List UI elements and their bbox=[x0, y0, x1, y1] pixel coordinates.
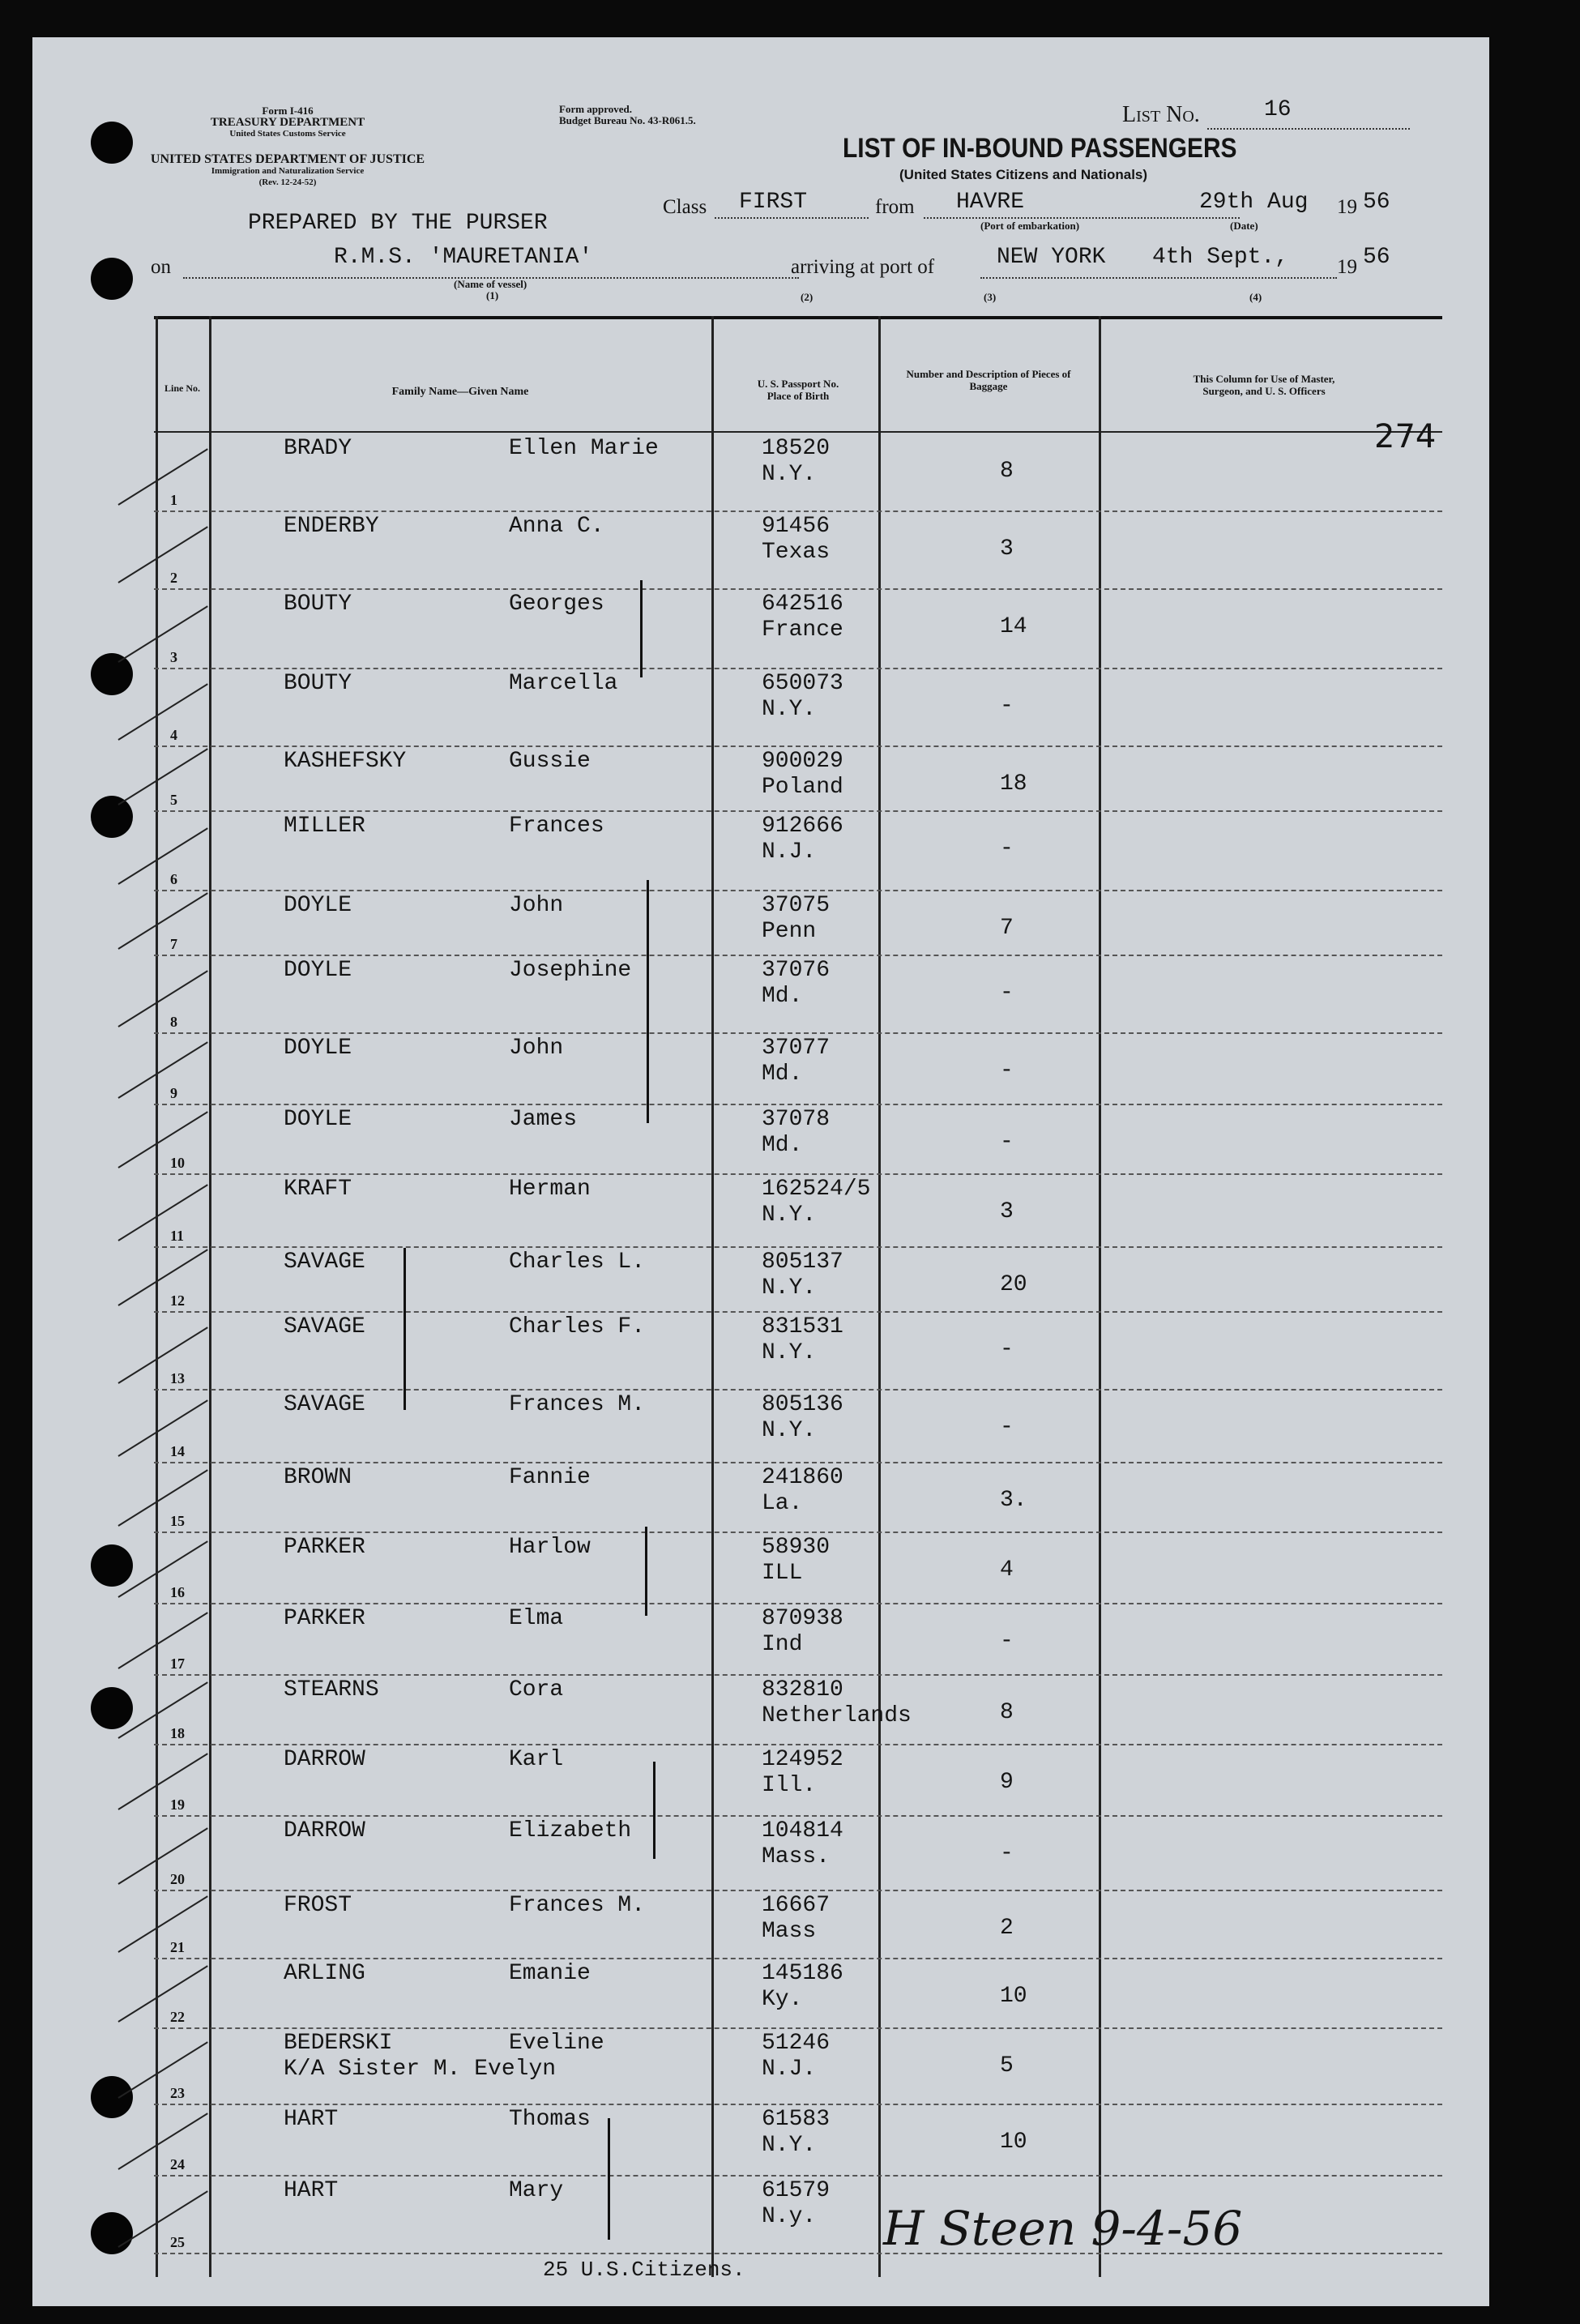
passport-number: 650073 bbox=[762, 671, 843, 696]
place-of-birth: N.y. bbox=[762, 2204, 817, 2229]
check-mark bbox=[117, 526, 207, 583]
page-number-annotation: 274 bbox=[1374, 418, 1437, 455]
handwritten-bracket bbox=[404, 1248, 406, 1410]
alias-name: K/A Sister M. Evelyn bbox=[284, 2057, 557, 2082]
justice-header bbox=[146, 154, 429, 188]
place-of-birth: Mass. bbox=[762, 1844, 831, 1869]
table-row bbox=[154, 2029, 1442, 2105]
passport-number: 162524/5 bbox=[762, 1177, 871, 1202]
col1-label: (1) bbox=[486, 289, 499, 301]
list-no-label: List No. bbox=[1122, 102, 1200, 127]
table-row bbox=[154, 747, 1442, 812]
header-line-no: Line No. bbox=[164, 382, 200, 394]
passport-number: 870938 bbox=[762, 1606, 843, 1631]
passport-number: 58930 bbox=[762, 1535, 831, 1560]
handwritten-bracket bbox=[647, 880, 649, 1123]
line-number: 15 bbox=[170, 1513, 185, 1529]
table-row bbox=[154, 2177, 1442, 2254]
place-of-birth: Texas bbox=[762, 540, 831, 565]
header-officers: This Column for Use of Master, Surgeon, and U. S. Officers bbox=[1193, 373, 1335, 397]
given-name: Georges bbox=[509, 592, 604, 617]
punch-hole bbox=[91, 122, 133, 164]
baggage-count: 5 bbox=[1000, 2053, 1014, 2078]
line-number: 25 bbox=[170, 2234, 185, 2250]
passport-number: 145186 bbox=[762, 1961, 843, 1986]
table-row bbox=[154, 1891, 1442, 1959]
baggage-count: - bbox=[1000, 836, 1014, 861]
inspector-signature: H Steen 9-4-56 bbox=[883, 2201, 1243, 2256]
header-bottom-border bbox=[154, 431, 1442, 433]
given-name: James bbox=[509, 1107, 578, 1132]
line-number: 6 bbox=[170, 871, 177, 887]
place-of-birth: Md. bbox=[762, 1062, 803, 1087]
check-mark bbox=[117, 683, 207, 741]
table-row bbox=[154, 1959, 1442, 2029]
punch-hole bbox=[91, 1687, 133, 1729]
handwritten-bracket bbox=[653, 1762, 655, 1859]
treasury-label: TREASURY DEPARTMENT bbox=[210, 116, 365, 129]
prepared-by: PREPARED BY THE PURSER bbox=[248, 211, 548, 236]
place-of-birth: La. bbox=[762, 1491, 803, 1516]
place-of-birth: N.Y. bbox=[762, 1418, 817, 1443]
baggage-count: 2 bbox=[1000, 1916, 1014, 1941]
family-name: HART bbox=[284, 2107, 339, 2132]
table-row bbox=[154, 1175, 1442, 1248]
check-mark bbox=[117, 1965, 207, 2023]
line-number: 19 bbox=[170, 1796, 185, 1813]
given-name: Herman bbox=[509, 1177, 591, 1202]
baggage-count: - bbox=[1000, 1337, 1014, 1362]
place-of-birth: N.Y. bbox=[762, 1275, 817, 1301]
passport-number: 37076 bbox=[762, 958, 831, 983]
line-number: 12 bbox=[170, 1292, 185, 1309]
passport-number: 241860 bbox=[762, 1465, 843, 1490]
family-name: FROST bbox=[284, 1893, 352, 1918]
given-name: Mary bbox=[509, 2178, 564, 2203]
baggage-count: 3. bbox=[1000, 1488, 1027, 1513]
place-of-birth: Md. bbox=[762, 984, 803, 1009]
line-number: 24 bbox=[170, 2156, 185, 2172]
place-of-birth: ILL bbox=[762, 1561, 803, 1586]
check-mark bbox=[117, 827, 207, 885]
line-number: 5 bbox=[170, 792, 177, 808]
given-name: Frances M. bbox=[509, 1392, 646, 1417]
given-name: Gussie bbox=[509, 749, 591, 774]
check-mark bbox=[117, 1469, 207, 1527]
arrival-port: NEW YORK bbox=[997, 245, 1106, 270]
table-row bbox=[154, 1391, 1442, 1463]
port-embark-label: (Port of embarkation) bbox=[980, 220, 1080, 232]
given-name: Elma bbox=[509, 1606, 564, 1631]
given-name: John bbox=[509, 893, 564, 918]
passenger-manifest-page bbox=[32, 37, 1489, 2306]
given-name: Charles F. bbox=[509, 1314, 646, 1339]
baggage-count: - bbox=[1000, 1841, 1014, 1866]
check-mark bbox=[117, 1827, 207, 1885]
family-name: DOYLE bbox=[284, 1036, 352, 1061]
family-name: DOYLE bbox=[284, 893, 352, 918]
family-name: DOYLE bbox=[284, 958, 352, 983]
table-row bbox=[154, 434, 1442, 512]
agency-header bbox=[146, 105, 429, 139]
check-mark bbox=[117, 2041, 207, 2099]
baggage-count: - bbox=[1000, 1058, 1014, 1083]
check-mark bbox=[117, 748, 207, 805]
given-name: Marcella bbox=[509, 671, 618, 696]
check-mark bbox=[117, 1249, 207, 1306]
table-row bbox=[154, 1248, 1442, 1313]
line-number: 8 bbox=[170, 1014, 177, 1030]
given-name: Josephine bbox=[509, 958, 632, 983]
line-number: 4 bbox=[170, 727, 177, 743]
header-family-name: Family Name—Given Name bbox=[391, 386, 529, 398]
line-number: 20 bbox=[170, 1871, 185, 1887]
given-name: Ellen Marie bbox=[509, 436, 659, 461]
from-value: HAVRE bbox=[956, 190, 1025, 215]
class-underline bbox=[715, 217, 869, 219]
given-name: Harlow bbox=[509, 1535, 591, 1560]
customs-label: United States Customs Service bbox=[229, 129, 346, 139]
line-number: 21 bbox=[170, 1939, 185, 1955]
citizens-count: 25 U.S.Citizens. bbox=[543, 2258, 745, 2282]
class-value: FIRST bbox=[739, 190, 808, 215]
place-of-birth: N.Y. bbox=[762, 1203, 817, 1228]
departure-date: 29th Aug bbox=[1199, 190, 1309, 215]
check-mark bbox=[117, 2113, 207, 2170]
table-row bbox=[154, 891, 1442, 956]
passport-number: 124952 bbox=[762, 1747, 843, 1772]
date-label: (Date) bbox=[1230, 220, 1258, 232]
given-name: Cora bbox=[509, 1677, 564, 1702]
table-row bbox=[154, 812, 1442, 891]
from-label: from bbox=[875, 196, 915, 218]
punch-hole bbox=[91, 653, 133, 695]
table-row bbox=[154, 1313, 1442, 1391]
table-row bbox=[154, 1034, 1442, 1105]
given-name: Thomas bbox=[509, 2107, 591, 2132]
baggage-count: 3 bbox=[1000, 536, 1014, 562]
check-mark bbox=[117, 1111, 207, 1168]
punch-hole bbox=[91, 2076, 133, 2118]
place-of-birth: Mass bbox=[762, 1919, 817, 1944]
family-name: ARLING bbox=[284, 1961, 365, 1986]
punch-hole bbox=[91, 796, 133, 838]
col4-label: (4) bbox=[1249, 291, 1262, 303]
line-number: 22 bbox=[170, 2009, 185, 2025]
handwritten-bracket bbox=[645, 1527, 647, 1616]
given-name: Frances bbox=[509, 814, 604, 839]
year-value: 56 bbox=[1363, 190, 1390, 215]
line-number: 17 bbox=[170, 1655, 185, 1672]
passport-number: 912666 bbox=[762, 814, 843, 839]
baggage-count: 9 bbox=[1000, 1770, 1014, 1795]
class-label: Class bbox=[663, 196, 707, 218]
table-row bbox=[154, 590, 1442, 669]
line-number: 13 bbox=[170, 1370, 185, 1386]
place-of-birth: N.Y. bbox=[762, 697, 817, 722]
check-mark bbox=[117, 448, 207, 506]
passport-number: 104814 bbox=[762, 1818, 843, 1843]
table-row bbox=[154, 669, 1442, 747]
arrival-underline bbox=[980, 277, 1337, 279]
passport-number: 16667 bbox=[762, 1893, 831, 1918]
given-name: Eveline bbox=[509, 2031, 604, 2056]
baggage-count: - bbox=[1000, 1130, 1014, 1155]
baggage-count: - bbox=[1000, 694, 1014, 719]
baggage-count: 10 bbox=[1000, 2130, 1027, 2155]
header-baggage: Number and Description of Pieces of Baggage bbox=[906, 368, 1071, 392]
family-name: BOUTY bbox=[284, 671, 352, 696]
passport-number: 805136 bbox=[762, 1392, 843, 1417]
place-of-birth: N.J. bbox=[762, 2057, 817, 2082]
passport-number: 831531 bbox=[762, 1314, 843, 1339]
arriving-label: arriving at port of bbox=[791, 256, 935, 278]
justice-label: UNITED STATES DEPARTMENT OF JUSTICE bbox=[150, 152, 425, 166]
vessel-value: R.M.S. 'MAURETANIA' bbox=[334, 245, 593, 270]
table-row bbox=[154, 1105, 1442, 1175]
col2-label: (2) bbox=[801, 291, 813, 303]
check-mark bbox=[117, 2190, 207, 2248]
place-of-birth: N.Y. bbox=[762, 1340, 817, 1365]
family-name: MILLER bbox=[284, 814, 365, 839]
given-name: Frances M. bbox=[509, 1893, 646, 1918]
passport-number: 900029 bbox=[762, 749, 843, 774]
table-row bbox=[154, 1463, 1442, 1533]
passport-number: 37078 bbox=[762, 1107, 831, 1132]
check-mark bbox=[117, 1041, 207, 1099]
family-name: STEARNS bbox=[284, 1677, 379, 1702]
family-name: KRAFT bbox=[284, 1177, 352, 1202]
given-name: Karl bbox=[509, 1747, 564, 1772]
arrival-year: 56 bbox=[1363, 245, 1390, 270]
baggage-count: 8 bbox=[1000, 1700, 1014, 1725]
table-row bbox=[154, 1676, 1442, 1745]
place-of-birth: Ind bbox=[762, 1632, 803, 1657]
family-name: BOUTY bbox=[284, 592, 352, 617]
line-number: 2 bbox=[170, 570, 177, 586]
passport-number: 37077 bbox=[762, 1036, 831, 1061]
baggage-count: 10 bbox=[1000, 1984, 1027, 2009]
line-number: 9 bbox=[170, 1085, 177, 1101]
given-name: Emanie bbox=[509, 1961, 591, 1986]
check-mark bbox=[117, 1184, 207, 1241]
line-number: 3 bbox=[170, 649, 177, 665]
given-name: Anna C. bbox=[509, 514, 604, 539]
line-number: 7 bbox=[170, 936, 177, 952]
page-subtitle: (United States Citizens and Nationals) bbox=[899, 167, 1148, 182]
passport-number: 37075 bbox=[762, 893, 831, 918]
family-name: SAVAGE bbox=[284, 1250, 365, 1275]
table-row bbox=[154, 512, 1442, 590]
check-mark bbox=[117, 892, 207, 950]
baggage-count: 4 bbox=[1000, 1557, 1014, 1583]
header-passport: U. S. Passport No. Place of Birth bbox=[757, 378, 839, 402]
check-mark bbox=[117, 1895, 207, 1953]
given-name: Elizabeth bbox=[509, 1818, 632, 1843]
handwritten-bracket bbox=[608, 2118, 610, 2240]
punch-hole bbox=[91, 1544, 133, 1587]
vessel-label: (Name of vessel) bbox=[454, 278, 527, 290]
family-name: SAVAGE bbox=[284, 1392, 365, 1417]
place-of-birth: N.Y. bbox=[762, 462, 817, 487]
place-of-birth: Ill. bbox=[762, 1773, 817, 1798]
arrival-date: 4th Sept., bbox=[1152, 245, 1289, 270]
baggage-count: - bbox=[1000, 1629, 1014, 1654]
form-approved: Form approved. bbox=[559, 103, 633, 115]
form-number: Form I-416 bbox=[262, 105, 314, 117]
passport-number: 642516 bbox=[762, 592, 843, 617]
baggage-count: 20 bbox=[1000, 1272, 1027, 1297]
table-row bbox=[154, 1817, 1442, 1891]
check-mark bbox=[117, 605, 207, 663]
handwritten-bracket bbox=[640, 580, 643, 677]
line-number: 16 bbox=[170, 1584, 185, 1600]
given-name: Charles L. bbox=[509, 1250, 646, 1275]
passport-number: 51246 bbox=[762, 2031, 831, 2056]
family-name: BRADY bbox=[284, 436, 352, 461]
budget-bureau: Budget Bureau No. 43-R061.5. bbox=[559, 114, 696, 126]
page-title: LIST OF IN-BOUND PASSENGERS bbox=[843, 133, 1237, 164]
punch-hole bbox=[91, 258, 133, 300]
line-number: 18 bbox=[170, 1725, 185, 1741]
year-prefix: 19 bbox=[1337, 196, 1357, 218]
passport-number: 805137 bbox=[762, 1250, 843, 1275]
family-name: HART bbox=[284, 2178, 339, 2203]
on-label: on bbox=[151, 256, 171, 278]
given-name: Fannie bbox=[509, 1465, 591, 1490]
list-no-underline bbox=[1207, 128, 1410, 130]
passport-number: 61579 bbox=[762, 2178, 831, 2203]
place-of-birth: Poland bbox=[762, 775, 843, 800]
approval-block bbox=[559, 104, 696, 126]
table-row bbox=[154, 2105, 1442, 2177]
family-name: BROWN bbox=[284, 1465, 352, 1490]
family-name: DARROW bbox=[284, 1818, 365, 1843]
place-of-birth: N.Y. bbox=[762, 2133, 817, 2158]
col3-label: (3) bbox=[984, 291, 997, 303]
table-row bbox=[154, 1533, 1442, 1604]
baggage-count: 14 bbox=[1000, 614, 1027, 639]
family-name: ENDERBY bbox=[284, 514, 379, 539]
family-name: KASHEFSKY bbox=[284, 749, 407, 774]
baggage-count: 18 bbox=[1000, 771, 1027, 797]
punch-hole bbox=[91, 2212, 133, 2254]
baggage-count: 7 bbox=[1000, 916, 1014, 941]
family-name: PARKER bbox=[284, 1535, 365, 1560]
family-name: DARROW bbox=[284, 1747, 365, 1772]
check-mark bbox=[117, 970, 207, 1027]
passport-number: 18520 bbox=[762, 436, 831, 461]
baggage-count: 3 bbox=[1000, 1199, 1014, 1224]
check-mark bbox=[117, 1326, 207, 1384]
given-name: John bbox=[509, 1036, 564, 1061]
immigration-label: Immigration and Naturalization Service bbox=[211, 166, 365, 176]
place-of-birth: N.J. bbox=[762, 839, 817, 865]
table-row bbox=[154, 1604, 1442, 1676]
line-number: 11 bbox=[170, 1228, 185, 1244]
family-name: PARKER bbox=[284, 1606, 365, 1631]
place-of-birth: Md. bbox=[762, 1133, 803, 1158]
line-number: 14 bbox=[170, 1443, 185, 1459]
check-mark bbox=[117, 1399, 207, 1457]
passport-number: 832810 bbox=[762, 1677, 843, 1702]
passport-number: 61583 bbox=[762, 2107, 831, 2132]
line-number: 23 bbox=[170, 2085, 185, 2101]
family-name: BEDERSKI bbox=[284, 2031, 393, 2056]
from-underline bbox=[924, 217, 1240, 219]
passport-number: 91456 bbox=[762, 514, 831, 539]
table-row bbox=[154, 1745, 1442, 1817]
baggage-count: 8 bbox=[1000, 459, 1014, 484]
list-no-value: 16 bbox=[1264, 97, 1292, 122]
baggage-count: - bbox=[1000, 980, 1014, 1006]
baggage-count: - bbox=[1000, 1415, 1014, 1440]
family-name: DOYLE bbox=[284, 1107, 352, 1132]
arrival-year-prefix: 19 bbox=[1337, 256, 1357, 278]
check-mark bbox=[117, 1753, 207, 1810]
place-of-birth: Ky. bbox=[762, 1987, 803, 2012]
family-name: SAVAGE bbox=[284, 1314, 365, 1339]
row-divider bbox=[154, 2253, 1442, 2254]
check-mark bbox=[117, 1612, 207, 1669]
place-of-birth: France bbox=[762, 617, 843, 643]
place-of-birth: Penn bbox=[762, 919, 817, 944]
table-row bbox=[154, 956, 1442, 1034]
line-number: 10 bbox=[170, 1155, 185, 1171]
place-of-birth: Netherlands bbox=[762, 1703, 912, 1728]
line-number: 1 bbox=[170, 492, 177, 508]
rev-label: (Rev. 12-24-52) bbox=[258, 177, 317, 187]
